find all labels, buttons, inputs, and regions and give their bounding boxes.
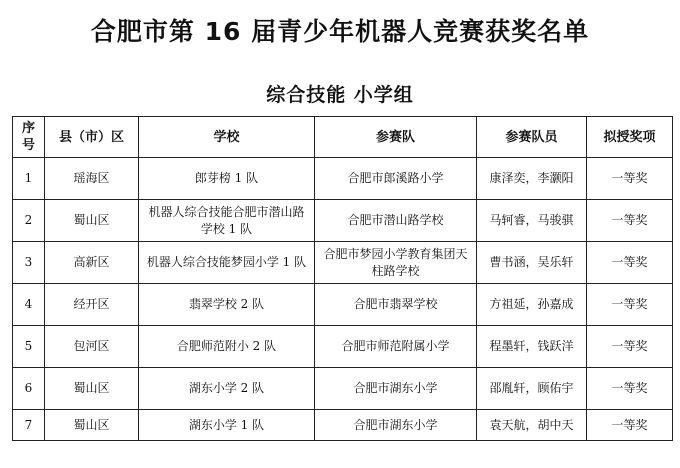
cell-county: 瑶海区 [45, 158, 139, 200]
cell-county: 蜀山区 [45, 368, 139, 410]
cell-team: 合肥市湖东小学 [315, 410, 477, 441]
cell-no: 7 [13, 410, 45, 441]
cell-members: 袁天航，胡中天 [477, 410, 587, 441]
cell-team: 合肥市潜山路学校 [315, 200, 477, 242]
cell-school: 翡翠学校 2 队 [139, 284, 315, 326]
header-award: 拟授奖项 [587, 117, 673, 158]
cell-county: 高新区 [45, 242, 139, 284]
table-header-row [13, 117, 673, 158]
cell-award: 一等奖 [587, 158, 673, 200]
table-row [13, 326, 673, 368]
cell-members: 康泽奕，李灏阳 [477, 158, 587, 200]
header-members: 参赛队员 [477, 117, 587, 158]
cell-award: 一等奖 [587, 410, 673, 441]
cell-school: 湖东小学 2 队 [139, 368, 315, 410]
header-team: 参赛队 [315, 117, 477, 158]
cell-team: 合肥市翡翠学校 [315, 284, 477, 326]
cell-school: 机器人综合技能合肥市潜山路学校 1 队 [139, 200, 315, 242]
awards-table [12, 116, 673, 441]
document-subtitle: 综合技能 小学组 [266, 84, 414, 106]
table-row [13, 410, 673, 441]
cell-school: 合肥师范附小 2 队 [139, 326, 315, 368]
cell-award: 一等奖 [587, 284, 673, 326]
cell-school: 机器人综合技能梦园小学 1 队 [139, 242, 315, 284]
cell-award: 一等奖 [587, 200, 673, 242]
table-row [13, 200, 673, 242]
cell-no: 2 [13, 200, 45, 242]
cell-school: 湖东小学 1 队 [139, 410, 315, 441]
cell-school: 郎芽榜 1 队 [139, 158, 315, 200]
cell-award: 一等奖 [587, 326, 673, 368]
cell-members: 程墨轩，钱跃洋 [477, 326, 587, 368]
cell-team: 合肥市湖东小学 [315, 368, 477, 410]
cell-members: 曹书涵，吴乐轩 [477, 242, 587, 284]
cell-county: 包河区 [45, 326, 139, 368]
cell-county: 蜀山区 [45, 410, 139, 441]
header-no: 序号 [13, 117, 45, 158]
cell-county: 经开区 [45, 284, 139, 326]
cell-members: 邵胤轩，顾佑宇 [477, 368, 587, 410]
header-county: 县（市）区 [45, 117, 139, 158]
cell-no: 1 [13, 158, 45, 200]
cell-county: 蜀山区 [45, 200, 139, 242]
header-school: 学校 [139, 117, 315, 158]
table-row [13, 242, 673, 284]
document-title: 合肥市第 16 届青少年机器人竞赛获奖名单 [90, 17, 590, 46]
cell-no: 6 [13, 368, 45, 410]
cell-award: 一等奖 [587, 242, 673, 284]
table-row [13, 158, 673, 200]
cell-no: 5 [13, 326, 45, 368]
table-row [13, 284, 673, 326]
cell-team: 合肥市郎溪路小学 [315, 158, 477, 200]
cell-award: 一等奖 [587, 368, 673, 410]
cell-no: 4 [13, 284, 45, 326]
table-row [13, 368, 673, 410]
cell-no: 3 [13, 242, 45, 284]
cell-team: 合肥市师范附属小学 [315, 326, 477, 368]
cell-members: 方祖延，孙嘉成 [477, 284, 587, 326]
cell-members: 马轲睿，马骏骐 [477, 200, 587, 242]
cell-team: 合肥市梦园小学教育集团天柱路学校 [315, 242, 477, 284]
